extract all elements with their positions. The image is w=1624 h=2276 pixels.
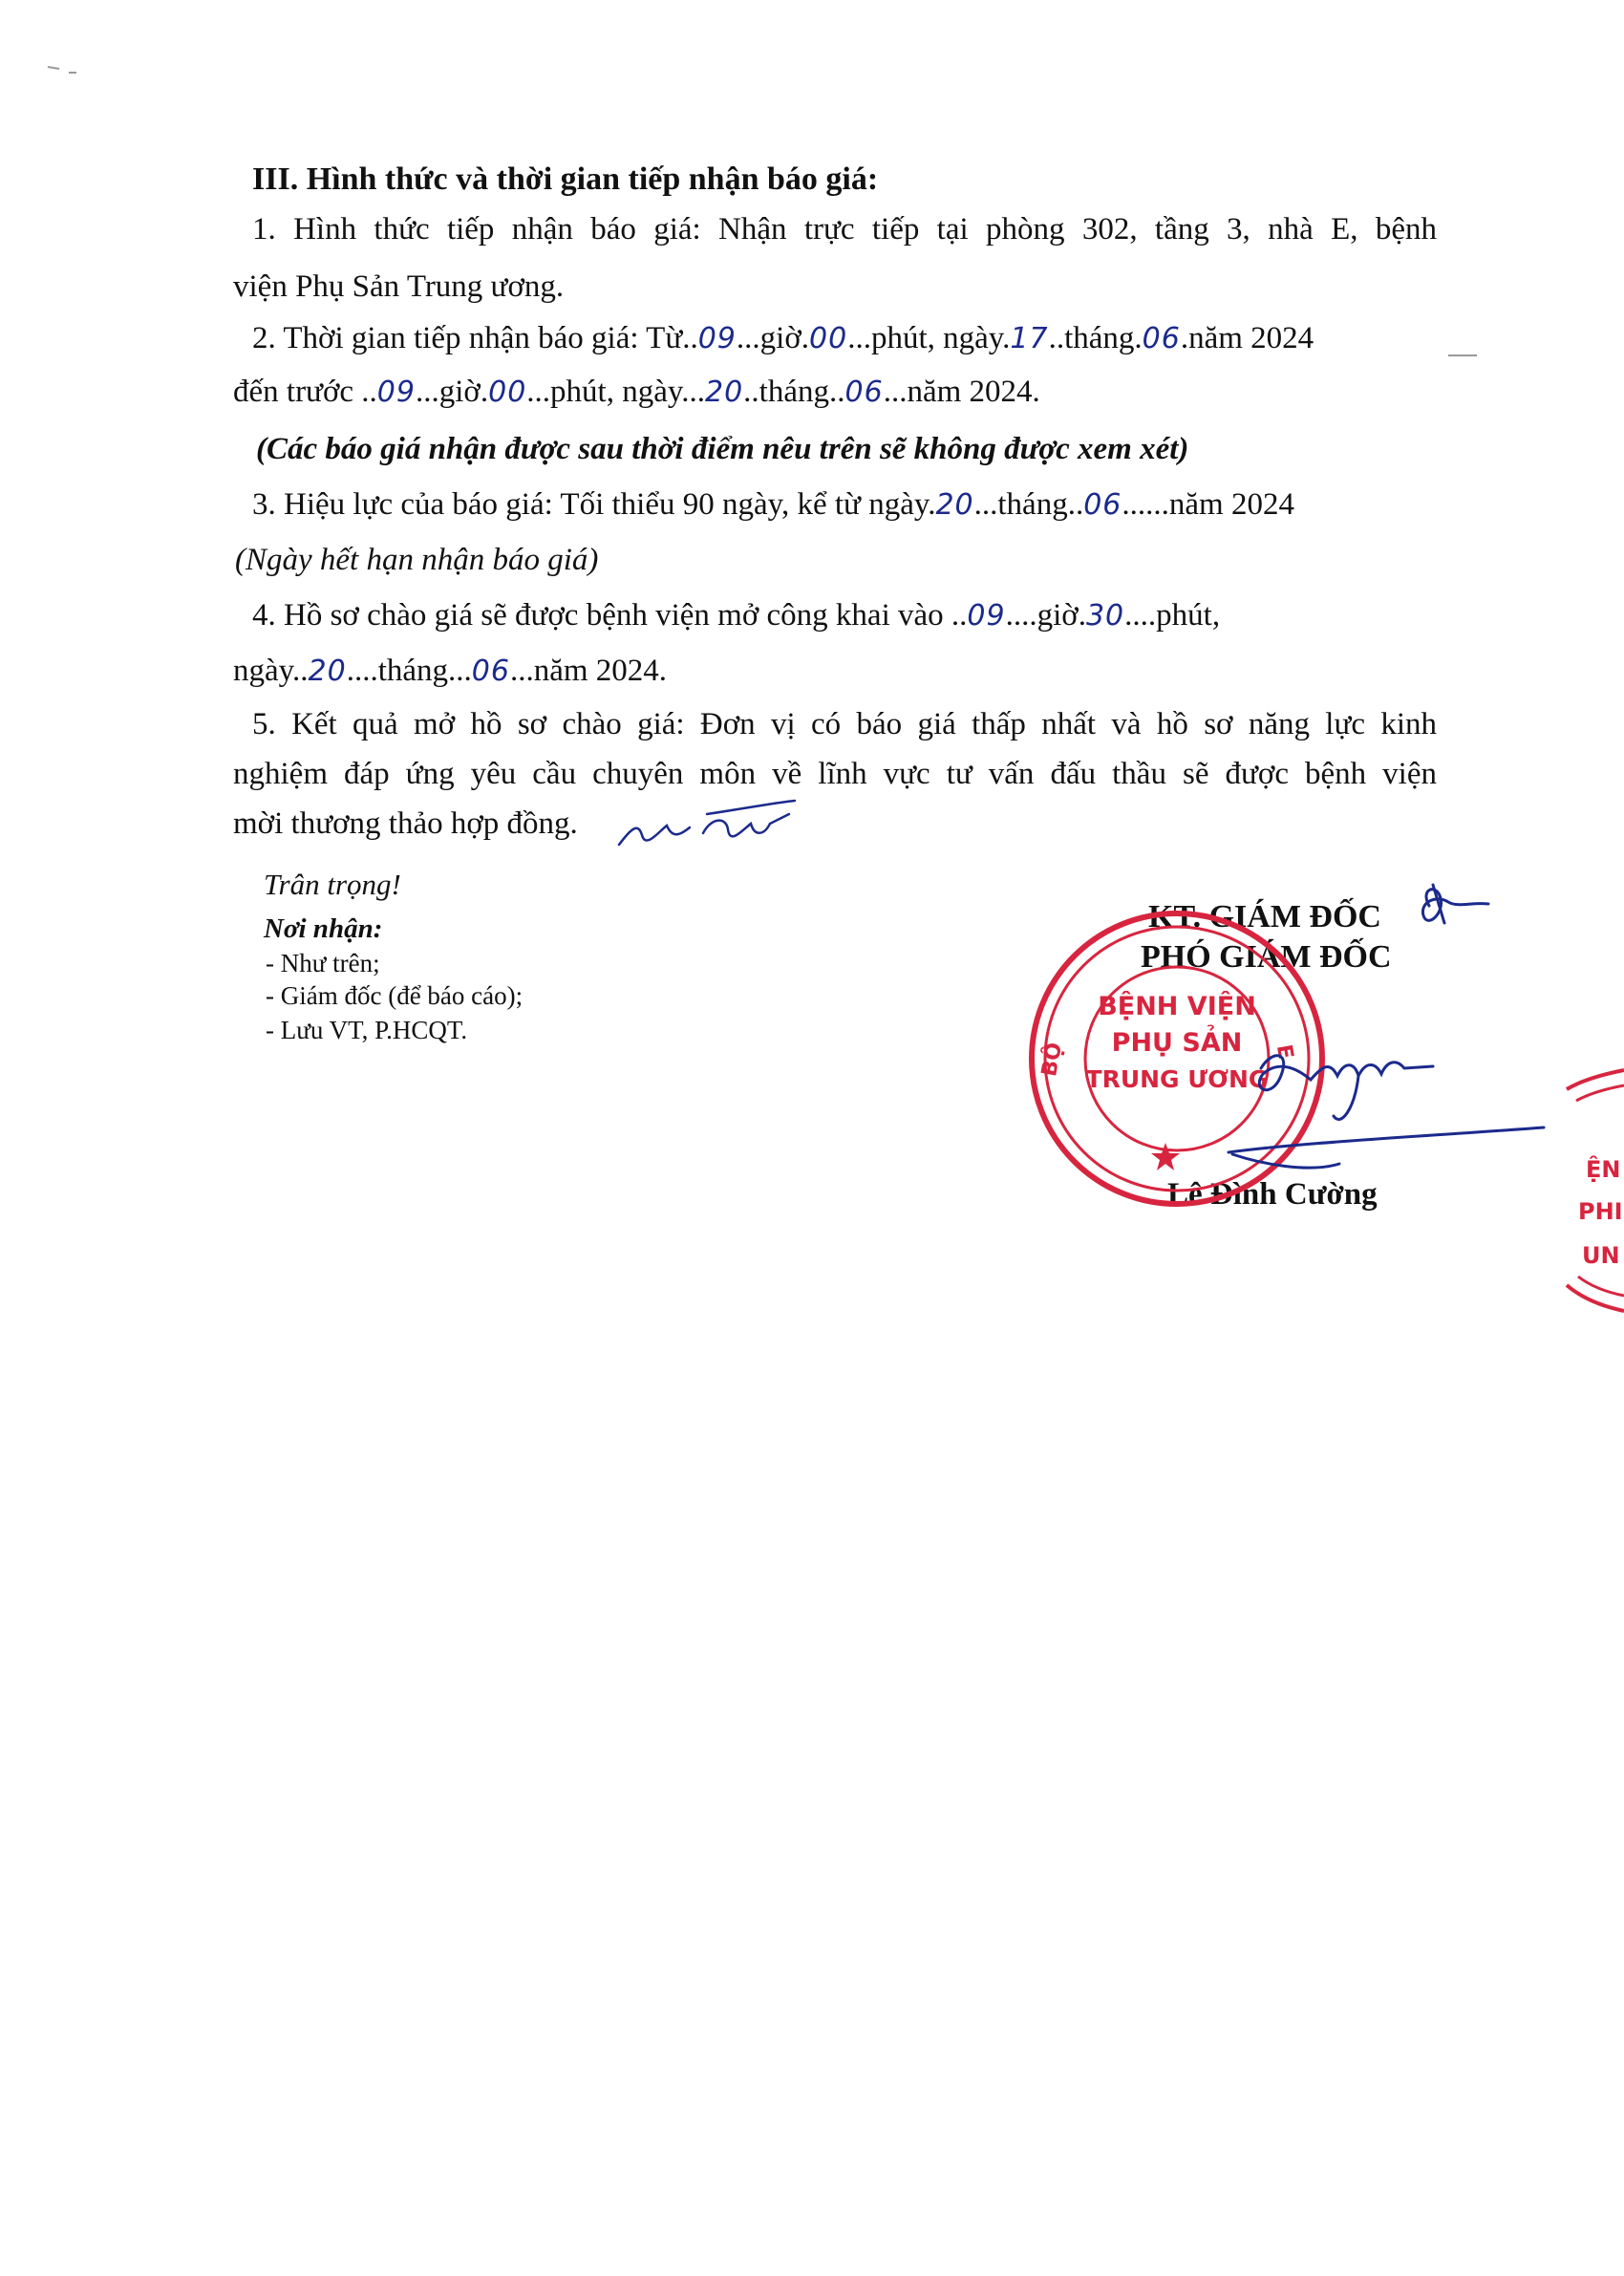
item5-line2: nghiệm đáp ứng yêu cầu chuyên môn về lĩnh vực tư vấn đấu thầu sẽ được bệnh viện [233,757,1437,791]
item4-text-d: ngày.. [233,654,309,688]
recipient-item: - Giám đốc (để báo cáo); [266,981,524,1010]
handwritten-day-end: 20 [704,376,744,409]
recipients-label: Nơi nhận: [264,913,383,944]
edge-stamp-line-3: UN [1582,1242,1620,1269]
item4-text-c: ....phút, [1124,598,1221,633]
regards-text: Trân trọng! [264,868,401,901]
signature-title-1: KT. GIÁM ĐỐC [1148,899,1381,934]
handwritten-open-minute: 30 [1085,599,1125,633]
stamp-line-2: PHỤ SẢN [1111,1028,1243,1058]
item3-subnote: (Ngày hết hạn nhận báo giá) [235,543,599,577]
handwritten-hour-start: 09 [697,322,737,355]
item2-text-i: ..tháng.. [743,375,845,409]
item4-text-a: 4. Hồ sơ chào giá sẽ được bệnh viện mở công khai vào .. [252,598,968,633]
edge-stamp-line-2: PHI [1578,1198,1623,1225]
late-submission-note: (Các báo giá nhận được sau thời điểm nêu trên sẽ không được xem xét) [256,432,1189,466]
item3-text-a: 3. Hiệu lực của báo giá: Tối thiểu 90 ngày, kể từ ngày. [252,487,936,522]
edge-stamp-line-1: ỆN [1586,1156,1621,1183]
item1-line2: viện Phụ Sản Trung ương. [233,269,565,304]
stamp-right-mark: E [1271,1042,1298,1062]
item5-line1: 5. Kết quả mở hồ sơ chào giá: Đơn vị có báo giá thấp nhất và hồ sơ năng lực kinh [252,707,1437,741]
item2-text-a: 2. Thời gian tiếp nhận báo giá: Từ.. [252,321,698,355]
handwritten-minute-start: 00 [809,322,848,355]
handwritten-minute-end: 00 [488,376,527,409]
reviewer-initials [619,801,795,845]
section-heading: III. Hình thức và thời gian tiếp nhận báo giá: [252,161,879,197]
item2-text-j: ...năm 2024. [883,375,1040,409]
handwritten-day-start: 17 [1010,322,1049,355]
signer-name: Lê Đình Cường [1167,1177,1378,1212]
signature-title-2: PHÓ GIÁM ĐỐC [1141,939,1392,975]
handwritten-hour-end: 09 [376,376,416,409]
official-stamp [1032,913,1322,1204]
recipient-item: - Lưu VT, P.HCQT. [266,1016,468,1044]
item2-text-b: ...giờ. [736,321,810,355]
item2-text-h: ...phút, ngày... [526,375,705,409]
stamp-line-3: TRUNG ƯƠNG [1085,1065,1269,1093]
item2-text-c: ...phút, ngày. [847,321,1011,355]
edge-stamp [1567,1070,1624,1311]
handwritten-month-start: 06 [1142,322,1181,355]
handwritten-validity-month: 06 [1083,488,1122,522]
handwritten-validity-day: 20 [935,488,974,522]
stamp-left-mark: BỘ [1037,1041,1067,1079]
item3-text-c: ......năm 2024 [1122,487,1294,522]
item4-text-f: ...năm 2024. [509,654,668,688]
item4-text-b: ....giờ. [1005,598,1086,633]
handwritten-open-month: 06 [471,655,510,688]
item2-text-g: ...giờ. [415,375,489,409]
director-signature [1229,1056,1544,1168]
stamp-line-1: BỆNH VIỆN [1098,992,1256,1021]
item3-text-b: ...tháng.. [973,487,1084,522]
recipient-item: - Như trên; [266,949,380,977]
item1-line1: 1. Hình thức tiếp nhận báo giá: Nhận trực tiếp tại phòng 302, tầng 3, nhà E, bệnh [252,212,1437,247]
handwritten-open-hour: 09 [967,599,1006,633]
handwritten-open-day: 20 [308,655,347,688]
item2-text-f: đến trước .. [233,375,377,409]
approval-initial [1422,885,1488,923]
item2-text-d: ..tháng. [1048,321,1143,355]
item5-line3: mời thương thảo hợp đồng. [233,806,578,841]
handwritten-month-end: 06 [844,376,884,409]
item4-text-e: ....tháng... [346,654,472,688]
scan-marks [48,67,1477,355]
item2-text-e: .năm 2024 [1180,321,1314,355]
